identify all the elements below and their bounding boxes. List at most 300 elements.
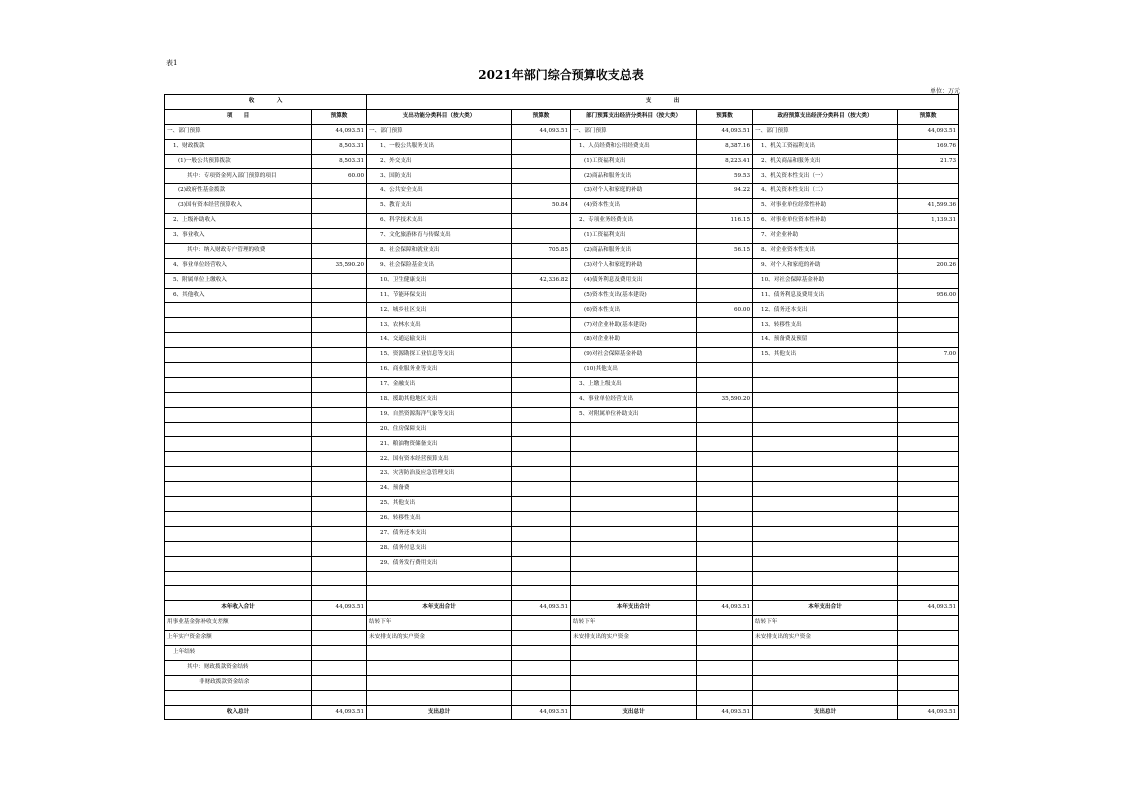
func-budget-cell — [512, 586, 571, 601]
col-budget: 预算数 — [512, 109, 571, 124]
gov-budget-cell — [898, 631, 959, 646]
income-item-cell — [165, 348, 312, 363]
dept-item-cell: (10)其他支出 — [571, 363, 697, 378]
gov-budget-cell — [898, 437, 959, 452]
gov-item-cell: 15、其他支出 — [753, 348, 898, 363]
income-budget-cell — [312, 497, 367, 512]
income-budget-cell — [312, 482, 367, 497]
dept-item-cell: (4)资本性支出 — [571, 199, 697, 214]
income-budget-cell — [312, 377, 367, 392]
dept-budget-cell — [697, 363, 753, 378]
table-row — [165, 660, 959, 675]
income-budget-cell — [312, 511, 367, 526]
gov-item-cell — [753, 645, 898, 660]
dept-item-cell: (9)对社会保障基金补助 — [571, 348, 697, 363]
income-budget-cell — [312, 214, 367, 229]
func-item-cell: 19、自然资源海洋气象等支出 — [367, 407, 512, 422]
gov-item-cell — [753, 556, 898, 571]
dept-budget-cell — [697, 660, 753, 675]
gov-budget-cell — [898, 407, 959, 422]
gov-budget-cell: 200.26 — [898, 258, 959, 273]
income-budget-cell — [312, 288, 367, 303]
dept-budget-cell — [697, 348, 753, 363]
dept-item-cell — [571, 556, 697, 571]
dept-budget-cell — [697, 645, 753, 660]
table-row — [165, 437, 959, 452]
dept-budget-cell — [697, 541, 753, 556]
gov-budget-cell — [898, 422, 959, 437]
func-budget-cell — [512, 690, 571, 705]
col-item: 项 目 — [165, 109, 312, 124]
income-budget-cell: 8,503.31 — [312, 154, 367, 169]
income-item-cell — [165, 392, 312, 407]
func-item-cell: 8、社会保障和就业支出 — [367, 243, 512, 258]
gov-item-cell — [753, 511, 898, 526]
gov-budget-cell — [898, 273, 959, 288]
func-budget-cell — [512, 303, 571, 318]
dept-budget-cell: 44,093.51 — [697, 124, 753, 139]
dept-item-cell — [571, 497, 697, 512]
dept-item-cell — [571, 452, 697, 467]
dept-budget-cell — [697, 407, 753, 422]
income-budget-cell — [312, 273, 367, 288]
func-item-cell: 一、部门预算 — [367, 124, 512, 139]
income-budget-cell — [312, 452, 367, 467]
income-item-cell — [165, 333, 312, 348]
dept-item-cell: (2)商品和服务支出 — [571, 169, 697, 184]
func-budget-cell — [512, 229, 571, 244]
income-item-cell: (2)政府性基金拨款 — [165, 184, 312, 199]
dept-item-cell: (3)对个人和家庭的补助 — [571, 258, 697, 273]
table-row — [165, 214, 959, 229]
gov-budget-cell — [898, 660, 959, 675]
func-item-cell: 22、国有资本经营预算支出 — [367, 452, 512, 467]
table-row — [165, 705, 959, 720]
income-budget-cell — [312, 422, 367, 437]
dept-budget-cell: 60.00 — [697, 303, 753, 318]
col-dept-econ: 部门预算支出经济分类科目（按大类） — [571, 109, 697, 124]
dept-item-cell — [571, 645, 697, 660]
income-item-cell: 6、其他收入 — [165, 288, 312, 303]
dept-budget-cell — [697, 422, 753, 437]
gov-budget-cell: 41,599.36 — [898, 199, 959, 214]
table-row — [165, 229, 959, 244]
table-row — [165, 541, 959, 556]
func-item-cell — [367, 675, 512, 690]
table-row — [165, 556, 959, 571]
income-budget-cell: 8,503.31 — [312, 139, 367, 154]
gov-budget-cell — [898, 169, 959, 184]
gov-item-cell: 7、对企业补助 — [753, 229, 898, 244]
func-item-cell: 29、债务发行费用支出 — [367, 556, 512, 571]
gov-budget-cell: 44,093.51 — [898, 705, 959, 720]
gov-item-cell — [753, 482, 898, 497]
income-item-cell — [165, 586, 312, 601]
func-item-cell: 17、金融支出 — [367, 377, 512, 392]
func-item-cell: 23、灾害防治及应急管理支出 — [367, 467, 512, 482]
dept-budget-cell — [697, 690, 753, 705]
income-budget-cell — [312, 660, 367, 675]
income-item-cell — [165, 467, 312, 482]
dept-item-cell — [571, 467, 697, 482]
income-item-cell — [165, 690, 312, 705]
income-budget-cell — [312, 318, 367, 333]
gov-budget-cell — [898, 586, 959, 601]
func-budget-cell — [512, 318, 571, 333]
col-gov-econ: 政府预算支出经济分类科目（按大类） — [753, 109, 898, 124]
gov-budget-cell — [898, 675, 959, 690]
gov-item-cell: 支出总计 — [753, 705, 898, 720]
func-budget-cell — [512, 437, 571, 452]
income-budget-cell — [312, 407, 367, 422]
gov-budget-cell — [898, 571, 959, 586]
gov-item-cell: 6、对事业单位资本性补助 — [753, 214, 898, 229]
income-budget-cell: 60.00 — [312, 169, 367, 184]
dept-budget-cell — [697, 333, 753, 348]
gov-budget-cell — [898, 556, 959, 571]
dept-budget-cell — [697, 437, 753, 452]
gov-item-cell: 9、对个人和家庭的补助 — [753, 258, 898, 273]
dept-item-cell — [571, 422, 697, 437]
header-row-columns — [165, 109, 959, 124]
gov-budget-cell — [898, 243, 959, 258]
income-budget-cell — [312, 675, 367, 690]
func-budget-cell — [512, 571, 571, 586]
gov-budget-cell — [898, 497, 959, 512]
gov-item-cell — [753, 541, 898, 556]
func-item-cell: 12、城乡社区支出 — [367, 303, 512, 318]
gov-item-cell: 4、机关资本性支出（二） — [753, 184, 898, 199]
gov-item-cell: 本年支出合计 — [753, 601, 898, 616]
table-row — [165, 154, 959, 169]
income-budget-cell: 44,093.51 — [312, 601, 367, 616]
gov-item-cell: 1、机关工资福利支出 — [753, 139, 898, 154]
func-item-cell: 支出总计 — [367, 705, 512, 720]
gov-item-cell: 8、对企业资本性支出 — [753, 243, 898, 258]
dept-item-cell: (3)对个人和家庭的补助 — [571, 184, 697, 199]
col-func-class: 支出功能分类科目（按大类） — [367, 109, 512, 124]
dept-budget-cell: 59.53 — [697, 169, 753, 184]
dept-budget-cell — [697, 631, 753, 646]
gov-budget-cell: 7.00 — [898, 348, 959, 363]
func-budget-cell — [512, 333, 571, 348]
income-budget-cell — [312, 586, 367, 601]
func-budget-cell — [512, 660, 571, 675]
gov-item-cell: 14、预备费及预留 — [753, 333, 898, 348]
income-item-cell: 本年收入合计 — [165, 601, 312, 616]
expense-header: 支 出 — [367, 95, 959, 110]
gov-item-cell — [753, 437, 898, 452]
dept-budget-cell — [697, 526, 753, 541]
func-item-cell: 13、农林水支出 — [367, 318, 512, 333]
func-item-cell — [367, 586, 512, 601]
gov-budget-cell — [898, 333, 959, 348]
gov-budget-cell: 956.00 — [898, 288, 959, 303]
gov-item-cell — [753, 497, 898, 512]
gov-budget-cell — [898, 645, 959, 660]
income-item-cell: 2、上级补助收入 — [165, 214, 312, 229]
unit-label: 单位：万元 — [930, 88, 961, 95]
budget-table — [164, 94, 959, 720]
func-budget-cell — [512, 139, 571, 154]
func-item-cell: 3、国防支出 — [367, 169, 512, 184]
table-row — [165, 169, 959, 184]
dept-budget-cell — [697, 675, 753, 690]
gov-item-cell — [753, 675, 898, 690]
income-item-cell — [165, 541, 312, 556]
func-budget-cell — [512, 407, 571, 422]
gov-item-cell: 未安排支出的实户资金 — [753, 631, 898, 646]
func-budget-cell — [512, 288, 571, 303]
dept-item-cell: 结转下年 — [571, 616, 697, 631]
dept-item-cell: (8)对企业补助 — [571, 333, 697, 348]
dept-budget-cell: 8,223.41 — [697, 154, 753, 169]
func-item-cell: 16、商业服务业等支出 — [367, 363, 512, 378]
dept-item-cell — [571, 541, 697, 556]
table-row — [165, 497, 959, 512]
func-budget-cell — [512, 526, 571, 541]
table-row — [165, 333, 959, 348]
func-budget-cell: 705.85 — [512, 243, 571, 258]
dept-item-cell: (2)商品和服务支出 — [571, 243, 697, 258]
table-row — [165, 139, 959, 154]
income-budget-cell — [312, 616, 367, 631]
gov-item-cell: 12、债务还本支出 — [753, 303, 898, 318]
income-budget-cell — [312, 199, 367, 214]
income-item-cell: 5、附属单位上缴收入 — [165, 273, 312, 288]
income-budget-cell — [312, 229, 367, 244]
table-row — [165, 407, 959, 422]
dept-budget-cell — [697, 556, 753, 571]
func-item-cell: 10、卫生健康支出 — [367, 273, 512, 288]
income-budget-cell — [312, 556, 367, 571]
income-item-cell: 其中：专项资金列入部门预算的项目 — [165, 169, 312, 184]
dept-budget-cell — [697, 273, 753, 288]
table-row — [165, 288, 959, 303]
func-budget-cell — [512, 452, 571, 467]
income-budget-cell: 44,093.51 — [312, 124, 367, 139]
dept-budget-cell — [697, 452, 753, 467]
dept-item-cell — [571, 690, 697, 705]
income-item-cell — [165, 482, 312, 497]
gov-item-cell: 5、对事业单位经常性补助 — [753, 199, 898, 214]
income-budget-cell: 35,590.20 — [312, 258, 367, 273]
income-budget-cell — [312, 243, 367, 258]
func-item-cell: 14、交通运输支出 — [367, 333, 512, 348]
func-item-cell: 15、资源勘探工业信息等支出 — [367, 348, 512, 363]
dept-item-cell: (4)债务利息及费用支出 — [571, 273, 697, 288]
income-item-cell: 其中：财政拨款资金结转 — [165, 660, 312, 675]
dept-budget-cell: 116.15 — [697, 214, 753, 229]
gov-budget-cell — [898, 511, 959, 526]
gov-item-cell — [753, 571, 898, 586]
table-row — [165, 601, 959, 616]
table-row — [165, 363, 959, 378]
func-item-cell: 未安排支出的实户资金 — [367, 631, 512, 646]
dept-budget-cell — [697, 288, 753, 303]
table-row — [165, 184, 959, 199]
income-item-cell: 4、事业单位经营收入 — [165, 258, 312, 273]
gov-budget-cell — [898, 363, 959, 378]
income-item-cell: 上年实户资金余额 — [165, 631, 312, 646]
func-item-cell — [367, 645, 512, 660]
table-row — [165, 303, 959, 318]
table-row — [165, 675, 959, 690]
dept-item-cell: 支出总计 — [571, 705, 697, 720]
gov-budget-cell — [898, 229, 959, 244]
table-row — [165, 690, 959, 705]
gov-item-cell — [753, 586, 898, 601]
func-budget-cell: 44,093.51 — [512, 124, 571, 139]
income-header: 收 入 — [165, 95, 367, 110]
dept-budget-cell — [697, 616, 753, 631]
gov-budget-cell — [898, 303, 959, 318]
dept-budget-cell: 44,093.51 — [697, 705, 753, 720]
dept-budget-cell: 44,093.51 — [697, 601, 753, 616]
dept-item-cell — [571, 526, 697, 541]
table-row — [165, 124, 959, 139]
func-budget-cell — [512, 497, 571, 512]
func-budget-cell — [512, 482, 571, 497]
func-item-cell: 2、外交支出 — [367, 154, 512, 169]
dept-item-cell: 5、对附属单位补助支出 — [571, 407, 697, 422]
income-item-cell: 1、财政拨款 — [165, 139, 312, 154]
gov-budget-cell — [898, 377, 959, 392]
income-budget-cell — [312, 184, 367, 199]
func-budget-cell — [512, 422, 571, 437]
dept-item-cell: (5)资本性支出(基本建设) — [571, 288, 697, 303]
func-item-cell — [367, 690, 512, 705]
income-item-cell: 一、部门预算 — [165, 124, 312, 139]
income-item-cell — [165, 571, 312, 586]
income-budget-cell — [312, 333, 367, 348]
income-item-cell: 收入总计 — [165, 705, 312, 720]
gov-item-cell: 结转下年 — [753, 616, 898, 631]
income-item-cell — [165, 452, 312, 467]
func-budget-cell: 44,093.51 — [512, 601, 571, 616]
income-item-cell — [165, 556, 312, 571]
func-budget-cell — [512, 631, 571, 646]
dept-budget-cell: 56.15 — [697, 243, 753, 258]
dept-item-cell — [571, 482, 697, 497]
func-item-cell: 9、社会保险基金支出 — [367, 258, 512, 273]
table-row — [165, 273, 959, 288]
dept-budget-cell — [697, 482, 753, 497]
func-budget-cell — [512, 184, 571, 199]
func-item-cell: 5、教育支出 — [367, 199, 512, 214]
gov-budget-cell: 169.76 — [898, 139, 959, 154]
dept-budget-cell — [697, 318, 753, 333]
table-row — [165, 526, 959, 541]
table-row — [165, 199, 959, 214]
table-row — [165, 645, 959, 660]
func-budget-cell — [512, 675, 571, 690]
gov-item-cell: 11、债务利息及费用支出 — [753, 288, 898, 303]
col-budget: 预算数 — [697, 109, 753, 124]
dept-budget-cell — [697, 497, 753, 512]
gov-item-cell — [753, 422, 898, 437]
income-item-cell — [165, 363, 312, 378]
gov-budget-cell — [898, 318, 959, 333]
income-budget-cell — [312, 571, 367, 586]
gov-budget-cell — [898, 452, 959, 467]
income-budget-cell — [312, 541, 367, 556]
func-item-cell: 4、公共安全支出 — [367, 184, 512, 199]
func-budget-cell — [512, 645, 571, 660]
income-budget-cell — [312, 348, 367, 363]
dept-budget-cell: 94.22 — [697, 184, 753, 199]
func-item-cell: 本年支出合计 — [367, 601, 512, 616]
func-item-cell — [367, 660, 512, 675]
gov-budget-cell — [898, 482, 959, 497]
dept-budget-cell — [697, 258, 753, 273]
dept-item-cell — [571, 660, 697, 675]
func-budget-cell — [512, 377, 571, 392]
income-item-cell — [165, 303, 312, 318]
dept-item-cell — [571, 511, 697, 526]
dept-item-cell: 1、人员经费和公用经费支出 — [571, 139, 697, 154]
dept-budget-cell — [697, 586, 753, 601]
gov-item-cell — [753, 363, 898, 378]
income-item-cell: 非财政拨款资金结余 — [165, 675, 312, 690]
income-item-cell: 上年结转 — [165, 645, 312, 660]
gov-budget-cell: 44,093.51 — [898, 124, 959, 139]
table-row — [165, 258, 959, 273]
income-item-cell: 其中：纳入财政专户管理的收费 — [165, 243, 312, 258]
dept-budget-cell — [697, 511, 753, 526]
gov-budget-cell — [898, 526, 959, 541]
gov-budget-cell: 1,139.31 — [898, 214, 959, 229]
gov-item-cell: 13、转移性支出 — [753, 318, 898, 333]
func-item-cell: 11、节能环保支出 — [367, 288, 512, 303]
table-row — [165, 377, 959, 392]
func-item-cell: 结转下年 — [367, 616, 512, 631]
gov-item-cell — [753, 407, 898, 422]
table-row — [165, 318, 959, 333]
gov-item-cell — [753, 526, 898, 541]
dept-budget-cell — [697, 377, 753, 392]
income-budget-cell — [312, 392, 367, 407]
gov-item-cell — [753, 690, 898, 705]
func-budget-cell — [512, 392, 571, 407]
dept-budget-cell — [697, 571, 753, 586]
gov-item-cell — [753, 392, 898, 407]
income-budget-cell — [312, 631, 367, 646]
func-item-cell: 25、其他支出 — [367, 497, 512, 512]
income-item-cell — [165, 407, 312, 422]
income-item-cell — [165, 437, 312, 452]
gov-item-cell — [753, 377, 898, 392]
table-row — [165, 631, 959, 646]
func-budget-cell — [512, 214, 571, 229]
gov-item-cell: 10、对社会保障基金补助 — [753, 273, 898, 288]
income-budget-cell — [312, 437, 367, 452]
income-item-cell: (3)国有资本经营预算收入 — [165, 199, 312, 214]
income-budget-cell — [312, 303, 367, 318]
func-budget-cell — [512, 363, 571, 378]
table-row — [165, 243, 959, 258]
table-row — [165, 586, 959, 601]
func-budget-cell — [512, 348, 571, 363]
table-row — [165, 422, 959, 437]
income-item-cell — [165, 422, 312, 437]
gov-item-cell — [753, 467, 898, 482]
income-item-cell — [165, 318, 312, 333]
func-item-cell: 28、债务付息支出 — [367, 541, 512, 556]
dept-item-cell: 未安排支出的实户资金 — [571, 631, 697, 646]
gov-budget-cell — [898, 690, 959, 705]
income-item-cell: 用事业基金弥补收支差额 — [165, 616, 312, 631]
